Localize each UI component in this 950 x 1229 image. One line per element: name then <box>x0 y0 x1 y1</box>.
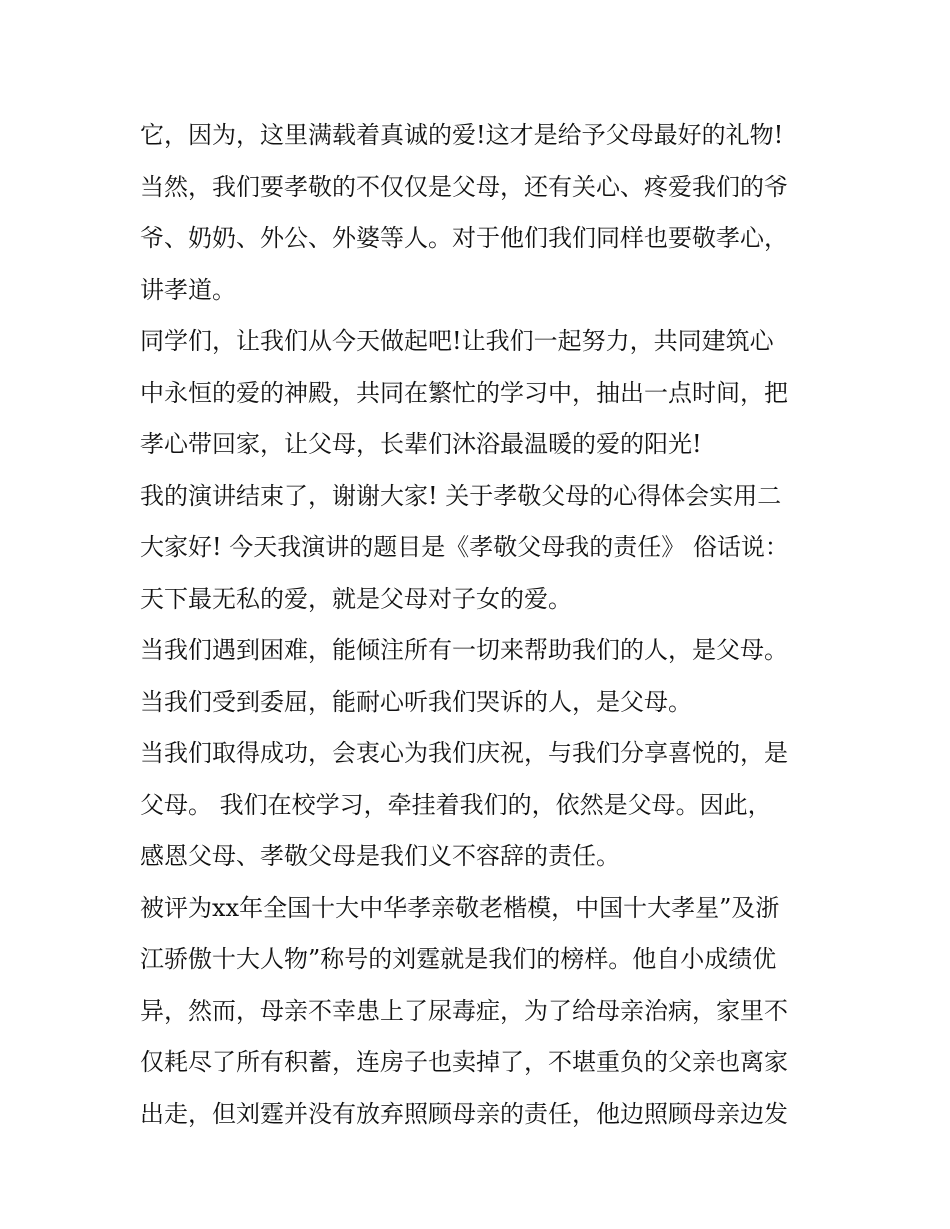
text-line: 异，然而，母亲不幸患上了尿毒症，为了给母亲治病，家里不 <box>140 996 788 1025</box>
text-line: 当然，我们要孝敬的不仅仅是父母，还有关心、疼爱我们的爷 <box>140 172 788 201</box>
text-line: 父母。 我们在校学习，牵挂着我们的，依然是父母。因此， <box>140 790 772 819</box>
text-line: 仅耗尽了所有积蓄，连房子也卖掉了，不堪重负的父亲也离家 <box>140 1048 788 1076</box>
text-line: 当我们遇到困难，能倾注所有一切来帮助我们的人，是父母。 <box>140 636 788 664</box>
text-line: 孝心带回家，让父母，长辈们沐浴最温暖的爱的阳光! <box>140 430 702 458</box>
text-line: 它，因为，这里满载着真诚的爱!这才是给予父母最好的礼物! <box>140 121 784 149</box>
text-line: 我的演讲结束了，谢谢大家! 关于孝敬父母的心得体会实用二 <box>140 481 782 510</box>
text-line: 讲孝道。 <box>140 275 236 304</box>
text-line: 江骄傲十大人物”称号的刘霆就是我们的榜样。他自小成绩优 <box>140 945 777 973</box>
text-line: 出走，但刘霆并没有放弃照顾母亲的责任，他边照顾母亲边发 <box>140 1099 788 1128</box>
text-line: 感恩父母、孝敬父母是我们义不容辞的责任。 <box>140 842 620 870</box>
document-body <box>140 110 820 1140</box>
text-line: 同学们，让我们从今天做起吧!让我们一起努力，共同建筑心 <box>140 327 774 355</box>
text-line: 当我们受到委屈，能耐心听我们哭诉的人，是父母。 <box>140 687 692 716</box>
text-line: 中永恒的爱的神殿，共同在繁忙的学习中，抽出一点时间，把 <box>140 378 788 407</box>
text-line: 被评为xx年全国十大中华孝亲敬老楷模，中国十大孝星”及浙 <box>140 893 780 922</box>
text-line: 当我们取得成功，会衷心为我们庆祝，与我们分享喜悦的，是 <box>140 739 788 767</box>
text-line: 爷、奶奶、外公、外婆等人。对于他们我们同样也要敬孝心， <box>140 224 788 252</box>
text-line: 天下最无私的爱，就是父母对子女的爱。 <box>140 584 572 613</box>
text-line: 大家好! 今天我演讲的题目是《孝敬父母我的责任》 俗话说： <box>140 533 789 561</box>
